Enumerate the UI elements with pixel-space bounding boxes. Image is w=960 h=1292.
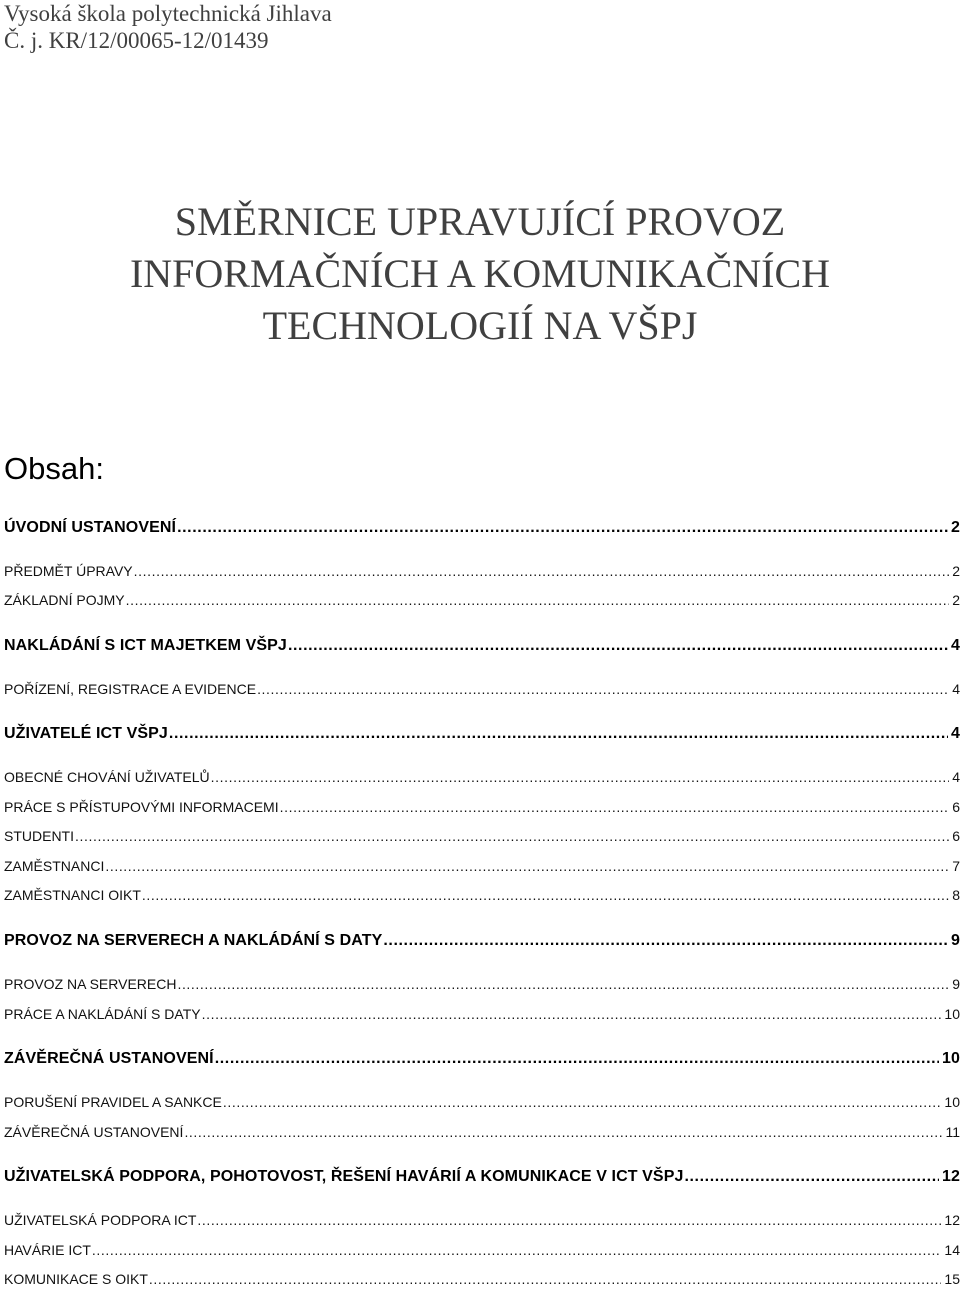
toc-entry-page: 14 (944, 1242, 960, 1258)
toc-dot-leader (202, 1006, 942, 1022)
title-line-3: TECHNOLOGIÍ NA VŠPJ (262, 303, 698, 348)
toc-entry-label: PRÁCE A NAKLÁDÁNÍ S DATY (4, 1006, 201, 1022)
toc-dot-leader (105, 858, 949, 874)
toc-entry-page: 4 (952, 769, 960, 785)
toc-dot-leader (288, 637, 948, 655)
toc-entry[interactable] (4, 976, 960, 992)
toc-entry-page: 15 (944, 1271, 960, 1287)
toc-entry-page: 8 (952, 887, 960, 903)
toc-dot-leader (197, 1212, 941, 1228)
toc-entry-page: 4 (952, 681, 960, 697)
toc-dot-leader (684, 1168, 939, 1186)
toc-dot-leader (257, 681, 949, 697)
toc-entry[interactable] (4, 519, 960, 537)
toc-entry[interactable] (4, 799, 960, 815)
toc-entry-label: HAVÁRIE ICT (4, 1242, 91, 1258)
toc-entry[interactable] (4, 1271, 960, 1287)
toc-dot-leader (92, 1242, 942, 1258)
toc-dot-leader (169, 725, 948, 743)
toc-entry-label: OBECNÉ CHOVÁNÍ UŽIVATELŮ (4, 769, 210, 785)
toc-dot-leader (223, 1094, 942, 1110)
toc-entry-label: NAKLÁDÁNÍ S ICT MAJETKEM VŠPJ (4, 637, 287, 654)
toc-dot-leader (215, 1050, 939, 1068)
toc-entry-label: KOMUNIKACE S OIKT (4, 1271, 148, 1287)
toc-dot-leader (211, 769, 950, 785)
toc-entry-label: ÚVODNÍ USTANOVENÍ (4, 519, 177, 536)
toc-entry[interactable] (4, 932, 960, 950)
toc-dot-leader (184, 1124, 942, 1140)
toc-dot-leader (134, 563, 950, 579)
toc-entry-page: 11 (945, 1124, 960, 1140)
toc-entry[interactable] (4, 681, 960, 697)
toc-entry[interactable] (4, 1050, 960, 1068)
toc-entry-label: ZÁVĚREČNÁ USTANOVENÍ (4, 1124, 184, 1140)
toc-entry-page: 2 (952, 592, 960, 608)
toc-entry-label: ZÁKLADNÍ POJMY (4, 592, 125, 608)
toc-entry-page: 4 (951, 725, 960, 742)
toc-dot-leader (280, 799, 950, 815)
toc-dot-leader (149, 1271, 942, 1287)
toc-entry-label: UŽIVATELSKÁ PODPORA, POHOTOVOST, ŘEŠENÍ HAVÁRIÍ A KOMUNIKACE V ICT VŠPJ (4, 1168, 684, 1185)
toc-entry[interactable] (4, 725, 960, 743)
toc-entry-label: PROVOZ NA SERVERECH (4, 976, 177, 992)
toc-entry[interactable] (4, 1212, 960, 1228)
toc-entry-label: UŽIVATELÉ ICT VŠPJ (4, 725, 168, 742)
toc-entry-label: UŽIVATELSKÁ PODPORA ICT (4, 1212, 197, 1228)
title-line-1: SMĚRNICE UPRAVUJÍCÍ PROVOZ (174, 199, 786, 244)
toc-heading: Obsah: (4, 451, 104, 486)
toc-entry-page: 12 (944, 1212, 960, 1228)
toc-entry-page: 6 (952, 799, 960, 815)
toc-entry-page: 6 (952, 828, 960, 844)
document-title (0, 196, 960, 352)
toc-entry[interactable] (4, 1168, 960, 1186)
toc-entry[interactable] (4, 1124, 960, 1140)
toc-entry[interactable] (4, 1006, 960, 1022)
toc-entry[interactable] (4, 887, 960, 903)
toc-entry-label: ZAMĚSTNANCI (4, 858, 105, 874)
toc-entry-label: PORUŠENÍ PRAVIDEL A SANKCE (4, 1094, 222, 1110)
toc-dot-leader (75, 828, 949, 844)
institution-name: Vysoká škola polytechnická Jihlava (4, 1, 332, 26)
toc-entry-page: 4 (951, 637, 960, 654)
toc-dot-leader (142, 887, 949, 903)
toc-dot-leader (126, 592, 950, 608)
toc-dot-leader (177, 519, 948, 537)
toc-entry-page: 10 (944, 1006, 960, 1022)
toc-entry[interactable] (4, 563, 960, 579)
toc-entry[interactable] (4, 828, 960, 844)
toc-entry[interactable] (4, 592, 960, 608)
toc-entry-page: 9 (951, 932, 960, 949)
toc-entry[interactable] (4, 858, 960, 874)
toc-dot-leader (383, 932, 948, 950)
toc-entry-label: STUDENTI (4, 828, 74, 844)
toc-entry-page: 10 (944, 1094, 960, 1110)
toc-entry-page: 7 (952, 858, 960, 874)
title-line-2: INFORMAČNÍCH A KOMUNIKAČNÍCH (129, 251, 831, 296)
toc-entry-label: POŘÍZENÍ, REGISTRACE A EVIDENCE (4, 681, 257, 697)
toc-entry-label: PROVOZ NA SERVERECH A NAKLÁDÁNÍ S DATY (4, 932, 383, 949)
toc-entry-label: ZÁVĚREČNÁ USTANOVENÍ (4, 1050, 214, 1067)
toc-entry[interactable] (4, 637, 960, 655)
toc-entry-page: 12 (942, 1168, 960, 1185)
toc-entry[interactable] (4, 1094, 960, 1110)
toc-entry-page: 2 (951, 519, 960, 536)
toc-entry-label: PRÁCE S PŘÍSTUPOVÝMI INFORMACEMI (4, 799, 279, 815)
toc-entry[interactable] (4, 769, 960, 785)
toc-entry[interactable] (4, 1242, 960, 1258)
document-header (4, 0, 332, 54)
toc-entry-page: 10 (942, 1050, 960, 1067)
toc-entry-label: PŘEDMĚT ÚPRAVY (4, 563, 133, 579)
toc-entry-page: 9 (952, 976, 960, 992)
reference-number: Č. j. KR/12/00065-12/01439 (4, 28, 269, 53)
toc-entry-label: ZAMĚSTNANCI OIKT (4, 887, 141, 903)
toc-entry-page: 2 (952, 563, 960, 579)
toc-dot-leader (177, 976, 949, 992)
